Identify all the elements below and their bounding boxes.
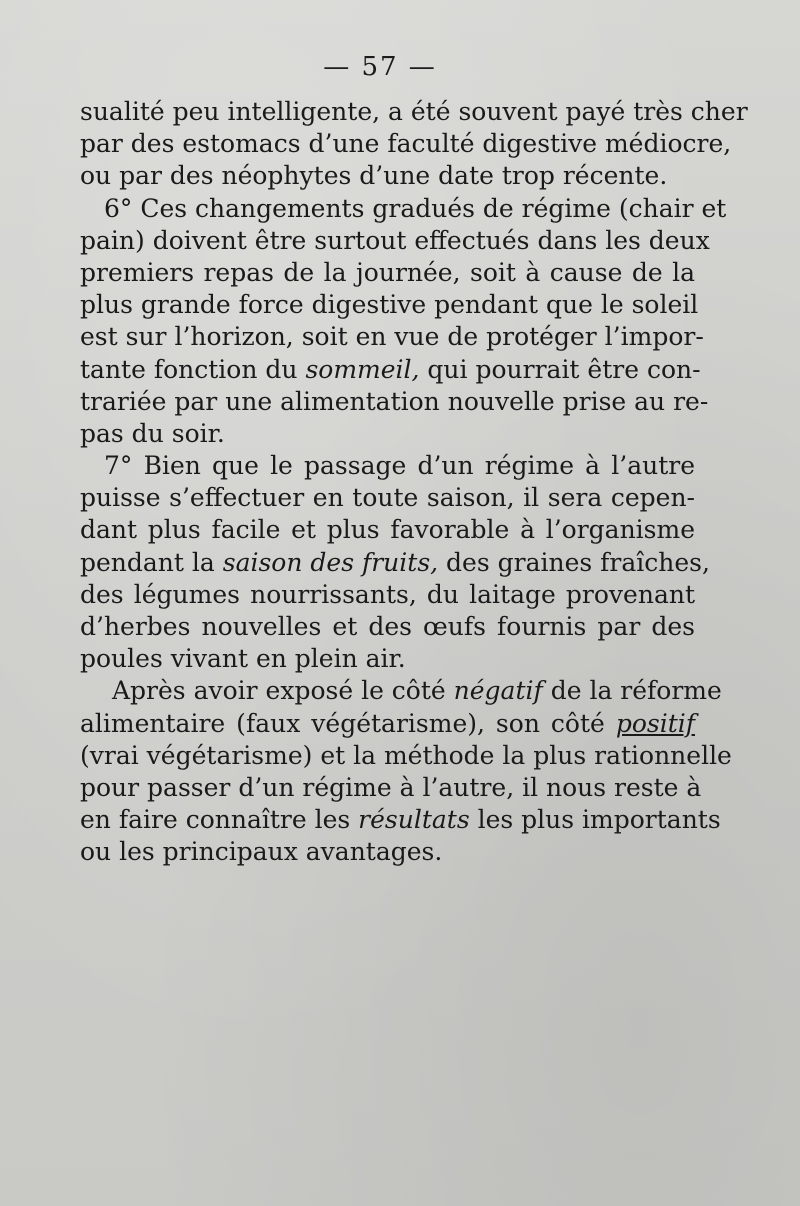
text-line: des légumes nourrissants, du laitage provenant <box>80 579 695 609</box>
text-line: pain) doivent être surtout effectués dans les deux <box>80 225 710 255</box>
text-line: sualité peu intelligente, a été souvent payé très cher <box>80 97 748 126</box>
text-line: premiers repas de la journée, soit à cause de la <box>80 257 695 287</box>
text-line: plus grande force digestive pendant que le soleil <box>80 290 699 320</box>
body-text <box>80 96 748 869</box>
text-fragment: les plus importants <box>469 805 721 835</box>
emphasis-resultats: résultats <box>358 805 470 835</box>
paragraph-6-start: 6° Ces changements gradués de régime (chair et <box>104 193 727 223</box>
text-line: (vrai végétarisme) et la méthode la plus rationnelle <box>80 740 732 770</box>
text-line <box>80 804 721 836</box>
text-line: ou les principaux avantages. <box>80 837 443 867</box>
text-line: ou par des néophytes d’une date trop récente. <box>80 161 668 191</box>
text-line <box>80 708 695 740</box>
text-line <box>80 675 722 707</box>
emphasis-sommeil: sommeil, <box>305 354 420 384</box>
text-fragment: en faire connaître les <box>80 805 359 835</box>
page-number: — 57 — <box>323 52 437 82</box>
text-fragment: alimentaire (faux végétarisme), son côté <box>80 708 616 738</box>
text-line: puisse s’effectuer en toute saison, il sera cepen- <box>80 483 695 513</box>
text-fragment: qui pourrait être con- <box>419 354 701 384</box>
text-line: dant plus facile et plus favorable à l’organisme <box>80 515 695 545</box>
text-line: d’herbes nouvelles et des œufs fournis par des <box>80 612 695 641</box>
text-line: pour passer d’un régime à l’autre, il nous reste à <box>80 772 702 802</box>
text-fragment: de la réforme <box>542 676 722 706</box>
text-fragment: Après avoir exposé le côté <box>112 676 454 706</box>
text-fragment: tante fonction du <box>80 354 306 384</box>
text-line: poules vivant en plein air. <box>80 644 406 674</box>
emphasis-negatif: négatif <box>453 676 543 706</box>
text-line: pas du soir. <box>80 418 225 448</box>
emphasis-saison-des-fruits: saison des fruits, <box>222 547 439 577</box>
text-line: trariée par une alimentation nouvelle prise au re- <box>80 386 709 416</box>
emphasis-positif: positif <box>615 708 695 738</box>
text-line <box>80 547 710 579</box>
text-fragment: pendant la <box>80 547 223 577</box>
text-line: par des estomacs d’une faculté digestive médiocre, <box>80 129 732 159</box>
text-line <box>80 354 701 386</box>
text-fragment: des graines fraîches, <box>438 547 710 577</box>
text-line: est sur l’horizon, soit en vue de protéger l’impor- <box>80 322 704 352</box>
paragraph-7-start: 7° Bien que le passage d’un régime à l’autre <box>104 451 695 481</box>
